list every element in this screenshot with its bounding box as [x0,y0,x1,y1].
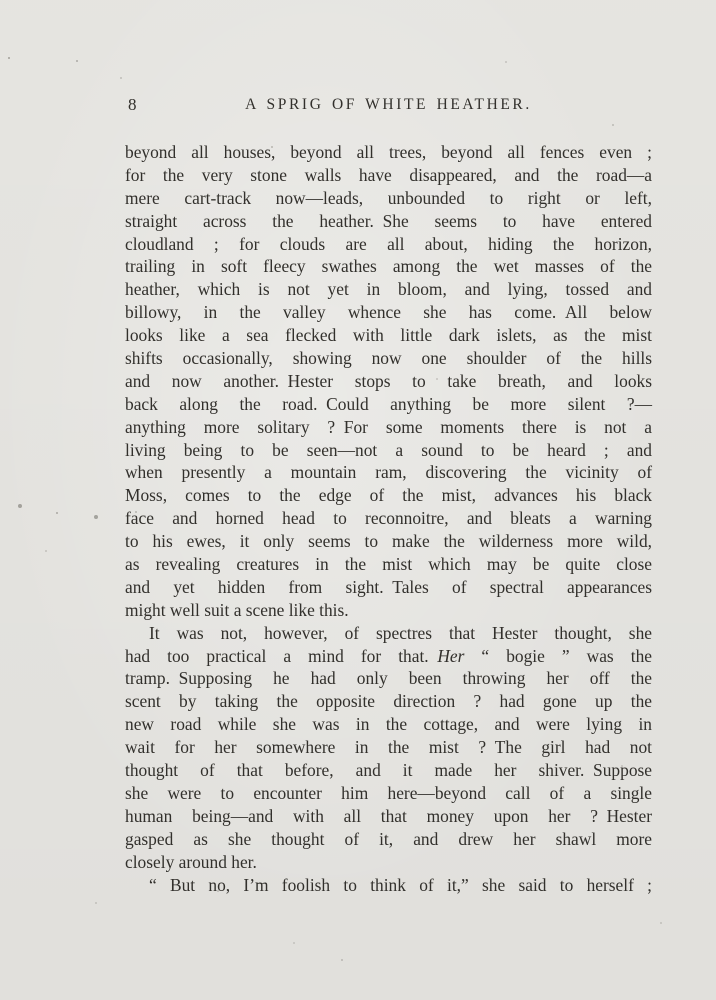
text-segment: new road while she was in the cottage, and were lying in [125,714,652,735]
text-segment: It was not, however, of spectres that Hester thought, she [149,622,652,643]
italic-text: Her [437,645,465,666]
text-segment: cloudland ; for clouds are all about, hiding the horizon, [125,233,652,254]
text-line [125,759,652,782]
text-segment: she were to encounter him here—beyond call of a single [125,782,652,803]
text-line [125,713,652,736]
text-line [125,622,652,645]
text-segment: looks like a sea flecked with little dark islets, as the mist [125,325,652,346]
text-line [125,667,652,690]
text-segment: Moss, comes to the edge of the mist, advances his black [125,485,652,506]
text-line [125,782,652,805]
text-segment: living being to be seen—not a sound to be heard ; and [125,439,652,460]
text-line [125,416,652,439]
text-segment: had too practical a mind for that. [125,645,438,666]
text-line [125,301,652,324]
body-text [125,141,652,896]
text-segment: thought of that before, and it made her shiver. Suppose [125,760,652,781]
text-segment: to his ewes, it only seems to make the wilderness more wild, [125,531,652,552]
text-segment: and now another. Hester stops to take breath, and looks [125,370,652,391]
text-segment: wait for her somewhere in the mist ? The girl had not [125,737,652,758]
text-line [125,461,652,484]
scan-specks [0,0,2,2]
text-line [125,393,652,416]
text-segment: billowy, in the valley whence she has come. All below [125,302,652,323]
text-segment: as revealing creatures in the mist which may be quite close [125,554,652,575]
text-segment: for the very stone walls have disappeared, and the road—a [125,164,652,185]
text-line [125,370,652,393]
running-header: A SPRIG OF WHITE HEATHER. [245,96,532,113]
text-line [125,599,652,622]
text-line [125,828,652,851]
text-segment: gasped as she thought of it, and drew her shawl more [125,828,652,849]
text-line [125,210,652,233]
text-line [125,255,652,278]
text-segment: shifts occasionally, showing now one shoulder of the hills [125,348,652,369]
text-segment: mere cart-track now—leads, unbounded to right or left, [125,187,652,208]
text-line [125,576,652,599]
text-segment: back along the road. Could anything be more silent ?— [125,393,652,414]
text-segment: scent by taking the opposite direction ? had gone up the [125,691,652,712]
text-segment: “ bogie ” was the [464,645,652,666]
text-line [125,141,652,164]
text-segment: might well suit a scene like this. [125,599,349,620]
text-line [125,530,652,553]
text-segment: face and horned head to reconnoitre, and bleats a warning [125,508,652,529]
text-line [125,278,652,301]
text-line [125,324,652,347]
text-segment: tramp. Supposing he had only been throwing her off the [125,668,652,689]
text-line [125,553,652,576]
text-line [125,507,652,530]
text-segment: straight across the heather. She seems to have entered [125,210,652,231]
text-line [125,484,652,507]
text-line [125,690,652,713]
text-segment: when presently a mountain ram, discovering the vicinity of [125,462,652,483]
text-segment: human being—and with all that money upon her ? Hester [125,805,652,826]
page-header [125,95,652,117]
text-line [125,805,652,828]
text-line [125,439,652,462]
text-line [125,187,652,210]
text-line [125,851,652,874]
text-line [125,645,652,668]
text-segment: beyond all houses, beyond all trees, beyond all fences even ; [125,142,652,162]
text-line [125,164,652,187]
text-line [125,233,652,256]
text-line [125,736,652,759]
text-segment: trailing in soft fleecy swathes among the wet masses of the [125,256,652,277]
text-line [125,874,652,897]
text-segment: anything more solitary ? For some moments there is not a [125,416,652,437]
page-number: 8 [128,95,137,114]
text-segment: heather, which is not yet in bloom, and lying, tossed and [125,279,652,300]
text-line [125,347,652,370]
text-segment: “ But no, I’m foolish to think of it,” she said to herself ; [149,874,652,895]
text-segment: closely around her. [125,851,257,872]
text-segment: and yet hidden from sight. Tales of spectral appearances [125,576,652,597]
